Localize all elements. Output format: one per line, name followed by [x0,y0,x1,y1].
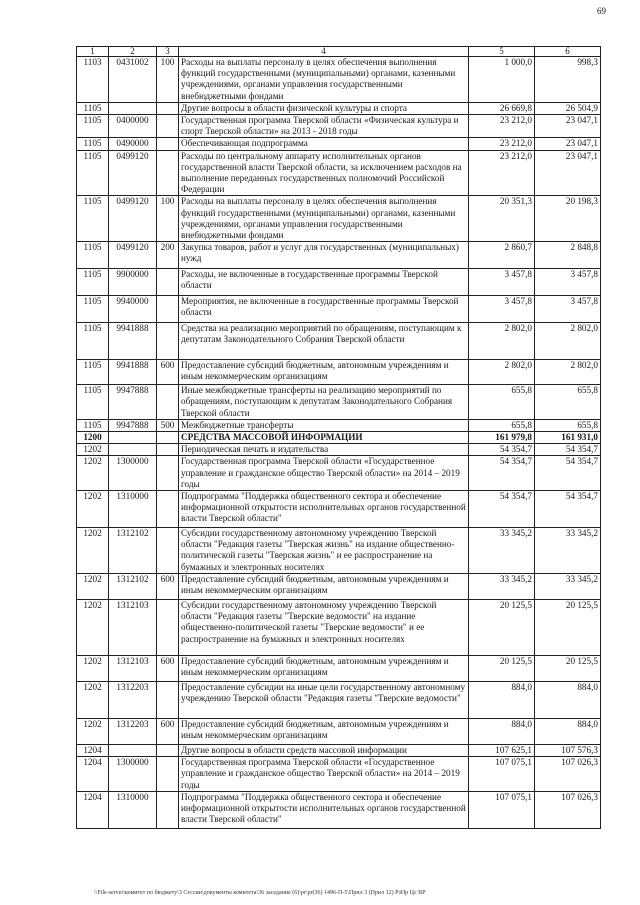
table-row [77,432,601,444]
header-col-6: 6 [535,47,601,57]
cell-target-code: 9941888 [109,323,157,360]
cell-description: Средства на реализацию мероприятий по обращениям, поступающим к депутатам Законодательного Собрания Тверской области [179,323,469,360]
cell-description: Государственная программа Тверской области «Физическая культура и спорт Тверской области» на 2013 - 2018 годы [179,115,469,138]
cell-section-code: 1204 [77,757,109,792]
cell-executed-amount: 54 354,7 [535,456,601,491]
cell-planned-amount: 107 075,1 [469,791,535,828]
cell-planned-amount: 2 802,0 [469,360,535,385]
cell-section-code: 1105 [77,102,109,114]
cell-expense-type [157,296,179,323]
cell-target-code: 0431002 [109,57,157,103]
cell-section-code: 1202 [77,456,109,491]
cell-planned-amount: 884,0 [469,719,535,745]
cell-expense-type [157,791,179,828]
cell-description: СРЕДСТВА МАССОВОЙ ИНФОРМАЦИИ [179,432,469,444]
header-col-1: 1 [77,47,109,57]
page-number: 69 [597,6,606,16]
cell-target-code [109,432,157,444]
cell-section-code: 1202 [77,444,109,456]
cell-planned-amount: 54 354,7 [469,491,535,528]
cell-description: Подпрограмма "Поддержка общественного сектора и обеспечение информационной открытости исполнительных органов государственной власти Тверской области" [179,791,469,828]
cell-planned-amount: 23 212,0 [469,138,535,150]
cell-expense-type: 600 [157,719,179,745]
cell-executed-amount: 107 026,3 [535,757,601,792]
cell-target-code [109,745,157,757]
cell-planned-amount: 26 669,8 [469,102,535,114]
cell-target-code: 1310000 [109,791,157,828]
table-row [77,150,601,196]
table-row [77,323,601,360]
cell-expense-type [157,323,179,360]
table-row [77,360,601,385]
cell-target-code: 1310000 [109,491,157,528]
cell-planned-amount: 3 457,8 [469,296,535,323]
cell-description: Периодическая печать и издательства [179,444,469,456]
cell-target-code: 1312102 [109,574,157,600]
cell-executed-amount: 107 026,3 [535,791,601,828]
cell-section-code: 1105 [77,419,109,431]
table-row [77,57,601,103]
cell-target-code: 1300000 [109,456,157,491]
table-row [77,456,601,491]
cell-section-code: 1204 [77,745,109,757]
cell-expense-type [157,269,179,296]
cell-planned-amount: 33 345,2 [469,528,535,574]
cell-expense-type: 600 [157,656,179,682]
cell-target-code: 9947888 [109,419,157,431]
table-row [77,719,601,745]
cell-target-code: 9940000 [109,296,157,323]
cell-expense-type: 600 [157,360,179,385]
cell-description: Иные межбюджетные трансферты на реализацию мероприятий по обращениям, поступающим к депутатам Законодательного Собрания Тверской области [179,385,469,420]
table-row [77,419,601,431]
cell-planned-amount: 107 075,1 [469,757,535,792]
cell-expense-type: 100 [157,57,179,103]
cell-description: Расходы на выплаты персоналу в целях обеспечения выполнения функций государственными (муниципальными) органами, казенными учреждениями, органами управления государственными внебюджетными фондами [179,196,469,242]
cell-section-code: 1202 [77,491,109,528]
cell-description: Закупка товаров, работ и услуг для государственных (муниципальных) нужд [179,242,469,269]
cell-description: Субсидии государственному автономному учреждению Тверской области "Редакция газеты "Тверские ведомости" на издание общественно-политической газеты "Тверские ведомости" и ее распространение на бумажных и электронных носителях [179,600,469,656]
cell-planned-amount: 20 125,5 [469,600,535,656]
cell-executed-amount: 2 802,0 [535,323,601,360]
cell-target-code: 1312203 [109,682,157,719]
table-row [77,600,601,656]
cell-planned-amount: 54 354,7 [469,444,535,456]
cell-description: Предоставление субсидий бюджетным, автономным учреждениям и иным некоммерческим организациям [179,360,469,385]
table-row [77,745,601,757]
table-row [77,656,601,682]
cell-target-code: 0499120 [109,196,157,242]
cell-executed-amount: 23 047,1 [535,138,601,150]
table-row [77,528,601,574]
cell-planned-amount: 884,0 [469,682,535,719]
cell-planned-amount: 20 125,5 [469,656,535,682]
cell-section-code: 1105 [77,269,109,296]
cell-executed-amount: 33 345,2 [535,528,601,574]
header-col-4: 4 [179,47,469,57]
cell-target-code [109,102,157,114]
cell-section-code: 1202 [77,719,109,745]
cell-executed-amount: 998,3 [535,57,601,103]
cell-section-code: 1105 [77,360,109,385]
table-row [77,138,601,150]
table-row [77,196,601,242]
cell-expense-type [157,491,179,528]
cell-expense-type [157,102,179,114]
cell-target-code: 1312102 [109,528,157,574]
cell-target-code: 9947888 [109,385,157,420]
cell-planned-amount: 655,8 [469,385,535,420]
cell-executed-amount: 54 354,7 [535,491,601,528]
cell-section-code: 1105 [77,296,109,323]
cell-planned-amount: 2 860,7 [469,242,535,269]
cell-expense-type [157,456,179,491]
cell-expense-type [157,150,179,196]
cell-target-code [109,444,157,456]
table-row [77,791,601,828]
cell-executed-amount: 655,8 [535,419,601,431]
cell-planned-amount: 54 354,7 [469,456,535,491]
cell-planned-amount: 655,8 [469,419,535,431]
file-path-footer: \\File-server\комитет по бюджету\3 Сессии\документы комитета\36 заседание (6)\pr\pr(36) 1496-П-5\Прил 3 (Прил 12) РзПр Цс ВР [94,890,426,896]
cell-section-code: 1202 [77,682,109,719]
cell-expense-type [157,115,179,138]
cell-executed-amount: 3 457,8 [535,269,601,296]
header-col-5: 5 [469,47,535,57]
table-row [77,682,601,719]
cell-expense-type [157,528,179,574]
cell-description: Другие вопросы в области средств массовой информации [179,745,469,757]
cell-planned-amount: 20 351,3 [469,196,535,242]
cell-description: Субсидии государственному автономному учреждению Тверской области "Редакция газеты "Тверская жизнь" на издание общественно-политической газеты "Тверская жизнь" и ее распространение на бумажных и электронных носителях [179,528,469,574]
cell-description: Государственная программа Тверской области «Государственное управление и гражданское общество Тверской области» на 2014 – 2019 годы [179,456,469,491]
cell-target-code: 0499120 [109,150,157,196]
cell-section-code: 1202 [77,528,109,574]
cell-target-code: 0499120 [109,242,157,269]
cell-target-code: 0490000 [109,138,157,150]
cell-target-code: 1312103 [109,656,157,682]
cell-expense-type [157,138,179,150]
cell-expense-type: 500 [157,419,179,431]
cell-expense-type: 600 [157,574,179,600]
cell-expense-type [157,745,179,757]
table-row [77,102,601,114]
table-row [77,269,601,296]
cell-expense-type [157,757,179,792]
cell-executed-amount: 884,0 [535,719,601,745]
cell-executed-amount: 26 504,9 [535,102,601,114]
cell-executed-amount: 54 354,7 [535,444,601,456]
cell-executed-amount: 2 802,0 [535,360,601,385]
cell-expense-type [157,432,179,444]
cell-executed-amount: 20 125,5 [535,600,601,656]
cell-executed-amount: 3 457,8 [535,296,601,323]
cell-expense-type: 200 [157,242,179,269]
cell-executed-amount: 655,8 [535,385,601,420]
cell-description: Предоставление субсидий бюджетным, автономным учреждениям и иным некоммерческим организациям [179,719,469,745]
budget-table [76,46,601,829]
cell-target-code: 1300000 [109,757,157,792]
cell-planned-amount: 107 625,1 [469,745,535,757]
cell-planned-amount: 1 000,0 [469,57,535,103]
cell-section-code: 1105 [77,385,109,420]
cell-executed-amount: 107 576,3 [535,745,601,757]
cell-planned-amount: 161 979,8 [469,432,535,444]
table-row [77,242,601,269]
cell-target-code: 0400000 [109,115,157,138]
cell-section-code: 1202 [77,656,109,682]
cell-expense-type [157,600,179,656]
table-row [77,115,601,138]
cell-section-code: 1105 [77,115,109,138]
cell-executed-amount: 161 931,0 [535,432,601,444]
cell-section-code: 1105 [77,150,109,196]
cell-executed-amount: 2 848,8 [535,242,601,269]
header-col-3: 3 [157,47,179,57]
cell-section-code: 1200 [77,432,109,444]
cell-planned-amount: 3 457,8 [469,269,535,296]
cell-expense-type [157,385,179,420]
cell-executed-amount: 23 047,1 [535,115,601,138]
cell-target-code: 1312103 [109,600,157,656]
cell-description: Предоставление субсидий бюджетным, автономным учреждениям и иным некоммерческим организациям [179,656,469,682]
table-row [77,385,601,420]
cell-section-code: 1105 [77,196,109,242]
cell-target-code: 9900000 [109,269,157,296]
cell-section-code: 1202 [77,600,109,656]
cell-planned-amount: 23 212,0 [469,115,535,138]
table-row [77,444,601,456]
cell-expense-type: 100 [157,196,179,242]
cell-description: Другие вопросы в области физической культуры и спорта [179,102,469,114]
cell-planned-amount: 33 345,2 [469,574,535,600]
table-row [77,574,601,600]
cell-description: Расходы по центральному аппарату исполнительных органов государственной власти Тверской области, за исключением расходов на выполнение переданных государственных полномочий Российской Федерации [179,150,469,196]
cell-section-code: 1103 [77,57,109,103]
cell-description: Межбюджетные трансферты [179,419,469,431]
cell-expense-type [157,444,179,456]
cell-target-code: 9941888 [109,360,157,385]
table-row [77,491,601,528]
cell-description: Обеспечивающая подпрограмма [179,138,469,150]
table-body [77,57,601,829]
cell-description: Предоставление субсидий бюджетным, автономным учреждениям и иным некоммерческим организациям [179,574,469,600]
cell-executed-amount: 20 125,5 [535,656,601,682]
cell-section-code: 1105 [77,323,109,360]
header-col-2: 2 [109,47,157,57]
cell-description: Подпрограмма "Поддержка общественного сектора и обеспечение информационной открытости исполнительных органов государственной власти Тверской области" [179,491,469,528]
cell-expense-type [157,682,179,719]
cell-executed-amount: 20 198,3 [535,196,601,242]
cell-planned-amount: 2 802,0 [469,323,535,360]
cell-section-code: 1204 [77,791,109,828]
cell-description: Мероприятия, не включенные в государственные программы Тверской области [179,296,469,323]
cell-description: Расходы на выплаты персоналу в целях обеспечения выполнения функций государственными (муниципальными) органами, казенными учреждениями, органами управления государственными внебюджетными фондами [179,57,469,103]
cell-section-code: 1105 [77,242,109,269]
cell-description: Предоставление субсидии на иные цели государственному автономному учреждению Тверской области "Редакция газеты "Тверские ведомости" [179,682,469,719]
cell-planned-amount: 23 212,0 [469,150,535,196]
cell-executed-amount: 884,0 [535,682,601,719]
cell-target-code: 1312203 [109,719,157,745]
cell-description: Государственная программа Тверской области «Государственное управление и гражданское общество Тверской области» на 2014 – 2019 годы [179,757,469,792]
cell-section-code: 1105 [77,138,109,150]
cell-executed-amount: 23 047,1 [535,150,601,196]
cell-executed-amount: 33 345,2 [535,574,601,600]
table-row [77,296,601,323]
table-row [77,757,601,792]
table-header-row [77,47,601,57]
cell-description: Расходы, не включенные в государственные программы Тверской области [179,269,469,296]
cell-section-code: 1202 [77,574,109,600]
